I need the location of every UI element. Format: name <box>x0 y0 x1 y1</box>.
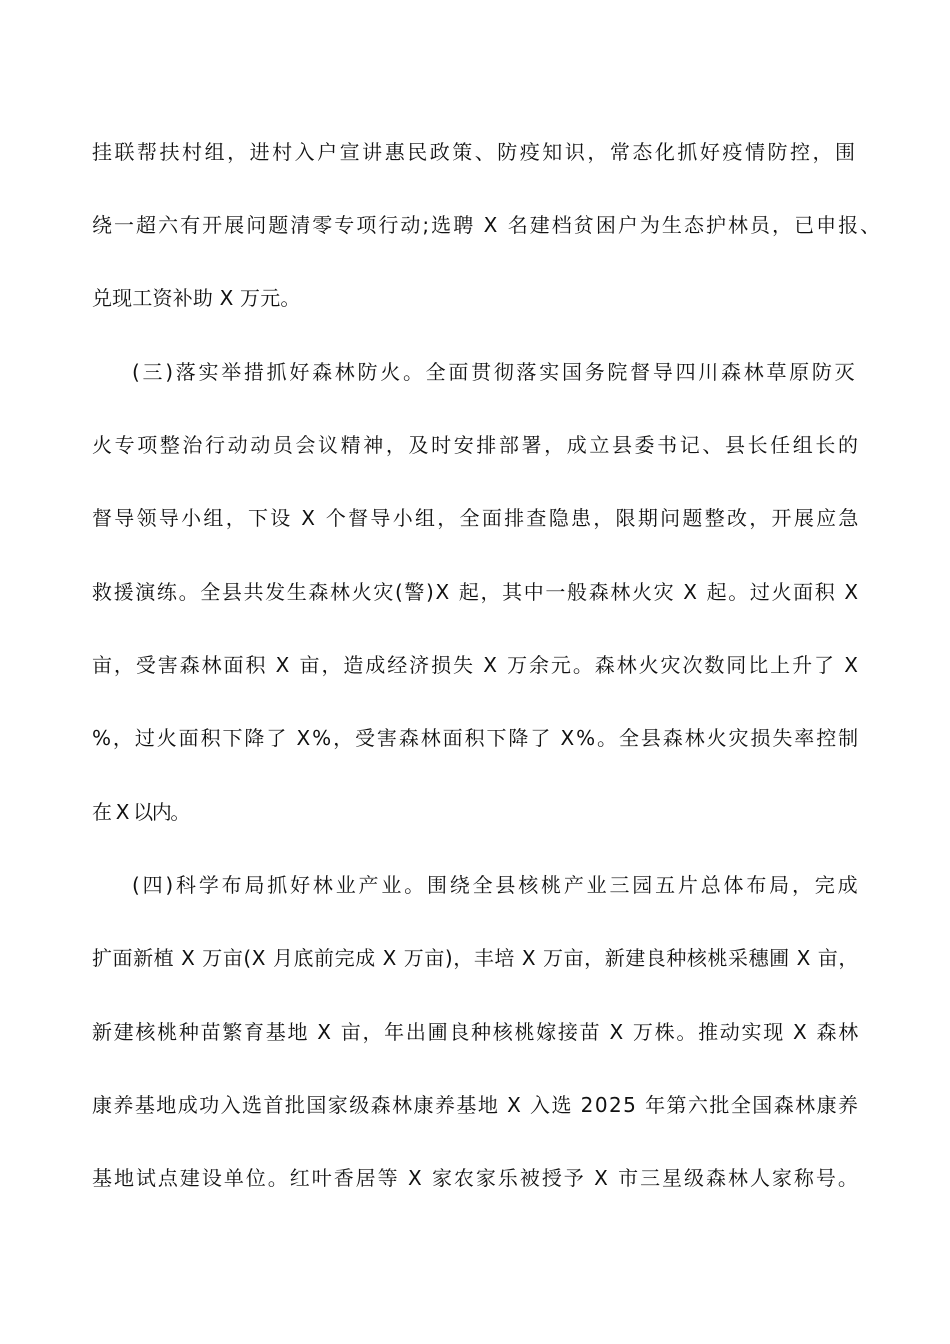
text-line: 绕一超六有开展问题清零专项行动;选聘 X 名建档贫困户为生态护林员，已申报、 <box>92 213 883 237</box>
text-line: 亩，受害森林面积 X 亩，造成经济损失 X 万余元。森林火灾次数同比上升了 X <box>92 653 860 677</box>
text-line: (四)科学布局抓好林业产业。围绕全县核桃产业三园五片总体布局，完成 <box>132 873 861 897</box>
text-line: (三)落实举措抓好森林防火。全面贯彻落实国务院督导四川森林草原防灭 <box>132 360 858 384</box>
text-line: 新建核桃种苗繁育基地 X 亩，年出圃良种核桃嫁接苗 X 万株。推动实现 X 森林 <box>92 1020 860 1044</box>
text-line: 挂联帮扶村组，进村入户宣讲惠民政策、防疫知识，常态化抓好疫情防控，围 <box>92 140 858 164</box>
text-line: 救援演练。全县共发生森林火灾(警)X 起，其中一般森林火灾 X 起。过火面积 X <box>92 580 860 604</box>
text-line: %，过火面积下降了 X%，受害森林面积下降了 X%。全县森林火灾损失率控制 <box>92 726 861 750</box>
text-line: 兑现工资补助 X 万元。 <box>92 286 301 310</box>
text-line: 扩面新植 X 万亩(X 月底前完成 X 万亩)，丰培 X 万亩，新建良种核桃采穗圃 X 亩， <box>92 946 859 970</box>
text-line: 在 X 以内。 <box>92 800 190 824</box>
text-line: 督导领导小组，下设 X 个督导小组，全面排查隐患，限期问题整改，开展应急 <box>92 506 861 530</box>
text-line: 基地试点建设单位。红叶香居等 X 家农家乐被授予 X 市三星级森林人家称号。 <box>92 1166 860 1190</box>
text-line: 康养基地成功入选首批国家级森林康养基地 X 入选 2025 年第六批全国森林康养 <box>92 1093 860 1117</box>
text-line: 火专项整治行动动员会议精神，及时安排部署，成立县委书记、县长任组长的 <box>92 433 861 457</box>
